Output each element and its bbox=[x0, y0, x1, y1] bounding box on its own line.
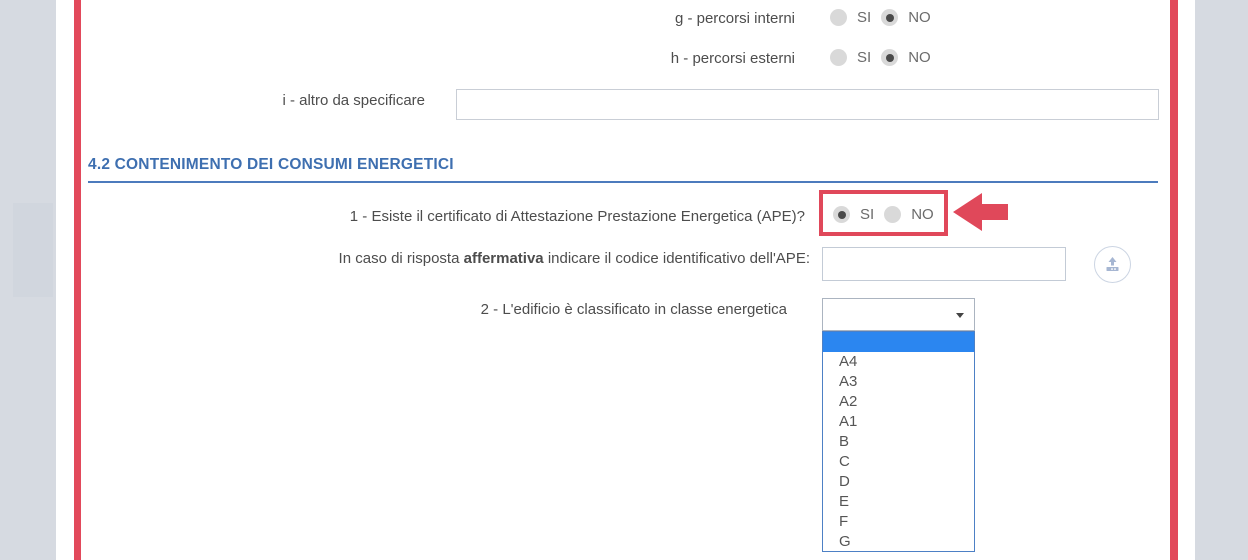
row-h-radio-si-label: SI bbox=[857, 49, 872, 66]
upload-icon bbox=[1103, 255, 1122, 274]
row-g-radio-no[interactable] bbox=[881, 9, 898, 26]
q1-radio-no-label: NO bbox=[911, 206, 934, 223]
energy-class-option-a4[interactable]: A4 bbox=[839, 353, 858, 370]
row-i-input[interactable] bbox=[456, 89, 1159, 120]
left-gutter-shade bbox=[13, 203, 53, 297]
energy-class-option-blank[interactable] bbox=[823, 332, 974, 352]
right-gutter bbox=[1195, 0, 1248, 560]
q2-label: 2 - L'edificio è classificato in classe energetica bbox=[480, 301, 787, 318]
energy-class-option-a2[interactable]: A2 bbox=[839, 393, 858, 410]
q1b-label-prefix: In caso di risposta bbox=[338, 250, 464, 267]
row-h-radio-no-label: NO bbox=[908, 49, 931, 66]
q1-label: 1 - Esiste il certificato di Attestazione Prestazione Energetica (APE)? bbox=[349, 208, 805, 225]
q1-radio-si[interactable] bbox=[833, 206, 850, 223]
q1-radio-si-label: SI bbox=[860, 206, 875, 223]
row-h-radio-group bbox=[830, 49, 941, 66]
row-g-radio-group bbox=[830, 9, 941, 26]
annotation-arrow-icon bbox=[952, 192, 1009, 232]
row-h-radio-no[interactable] bbox=[881, 49, 898, 66]
energy-class-option-d[interactable]: D bbox=[839, 473, 850, 490]
red-frame-left bbox=[74, 0, 81, 560]
energy-class-option-e[interactable]: E bbox=[839, 493, 850, 510]
section-4-2-divider bbox=[88, 181, 1158, 183]
energy-class-option-b[interactable]: B bbox=[839, 433, 850, 450]
row-g-label: g - percorsi interni bbox=[674, 10, 795, 27]
ape-code-input[interactable] bbox=[822, 247, 1066, 281]
row-g-radio-si[interactable] bbox=[830, 9, 847, 26]
upload-button[interactable] bbox=[1094, 246, 1131, 283]
energy-class-option-g[interactable]: G bbox=[839, 533, 851, 550]
q1b-label-bold: affermativa bbox=[463, 250, 544, 267]
q1b-label bbox=[100, 250, 810, 268]
energy-class-option-c[interactable]: C bbox=[839, 453, 850, 470]
dropdown-arrow-icon bbox=[956, 313, 964, 318]
section-4-2-title: 4.2 CONTENIMENTO DEI CONSUMI ENERGETICI bbox=[88, 156, 454, 173]
q1b-label-suffix: indicare il codice identificativo dell'APE: bbox=[543, 250, 810, 267]
energy-class-option-f[interactable]: F bbox=[839, 513, 849, 530]
energy-class-option-a1[interactable]: A1 bbox=[839, 413, 858, 430]
red-frame-right bbox=[1170, 0, 1178, 560]
left-gutter bbox=[0, 0, 56, 560]
energy-class-select[interactable] bbox=[822, 298, 975, 331]
row-g-radio-si-label: SI bbox=[857, 9, 872, 26]
q1-radio-no[interactable] bbox=[884, 206, 901, 223]
energy-class-listbox bbox=[822, 331, 975, 552]
row-h-label: h - percorsi esterni bbox=[670, 50, 795, 67]
row-h-radio-si[interactable] bbox=[830, 49, 847, 66]
row-g-radio-no-label: NO bbox=[908, 9, 931, 26]
q1-radio-group bbox=[833, 206, 944, 223]
row-i-label: i - altro da specificare bbox=[282, 92, 425, 109]
energy-class-option-a3[interactable]: A3 bbox=[839, 373, 858, 390]
